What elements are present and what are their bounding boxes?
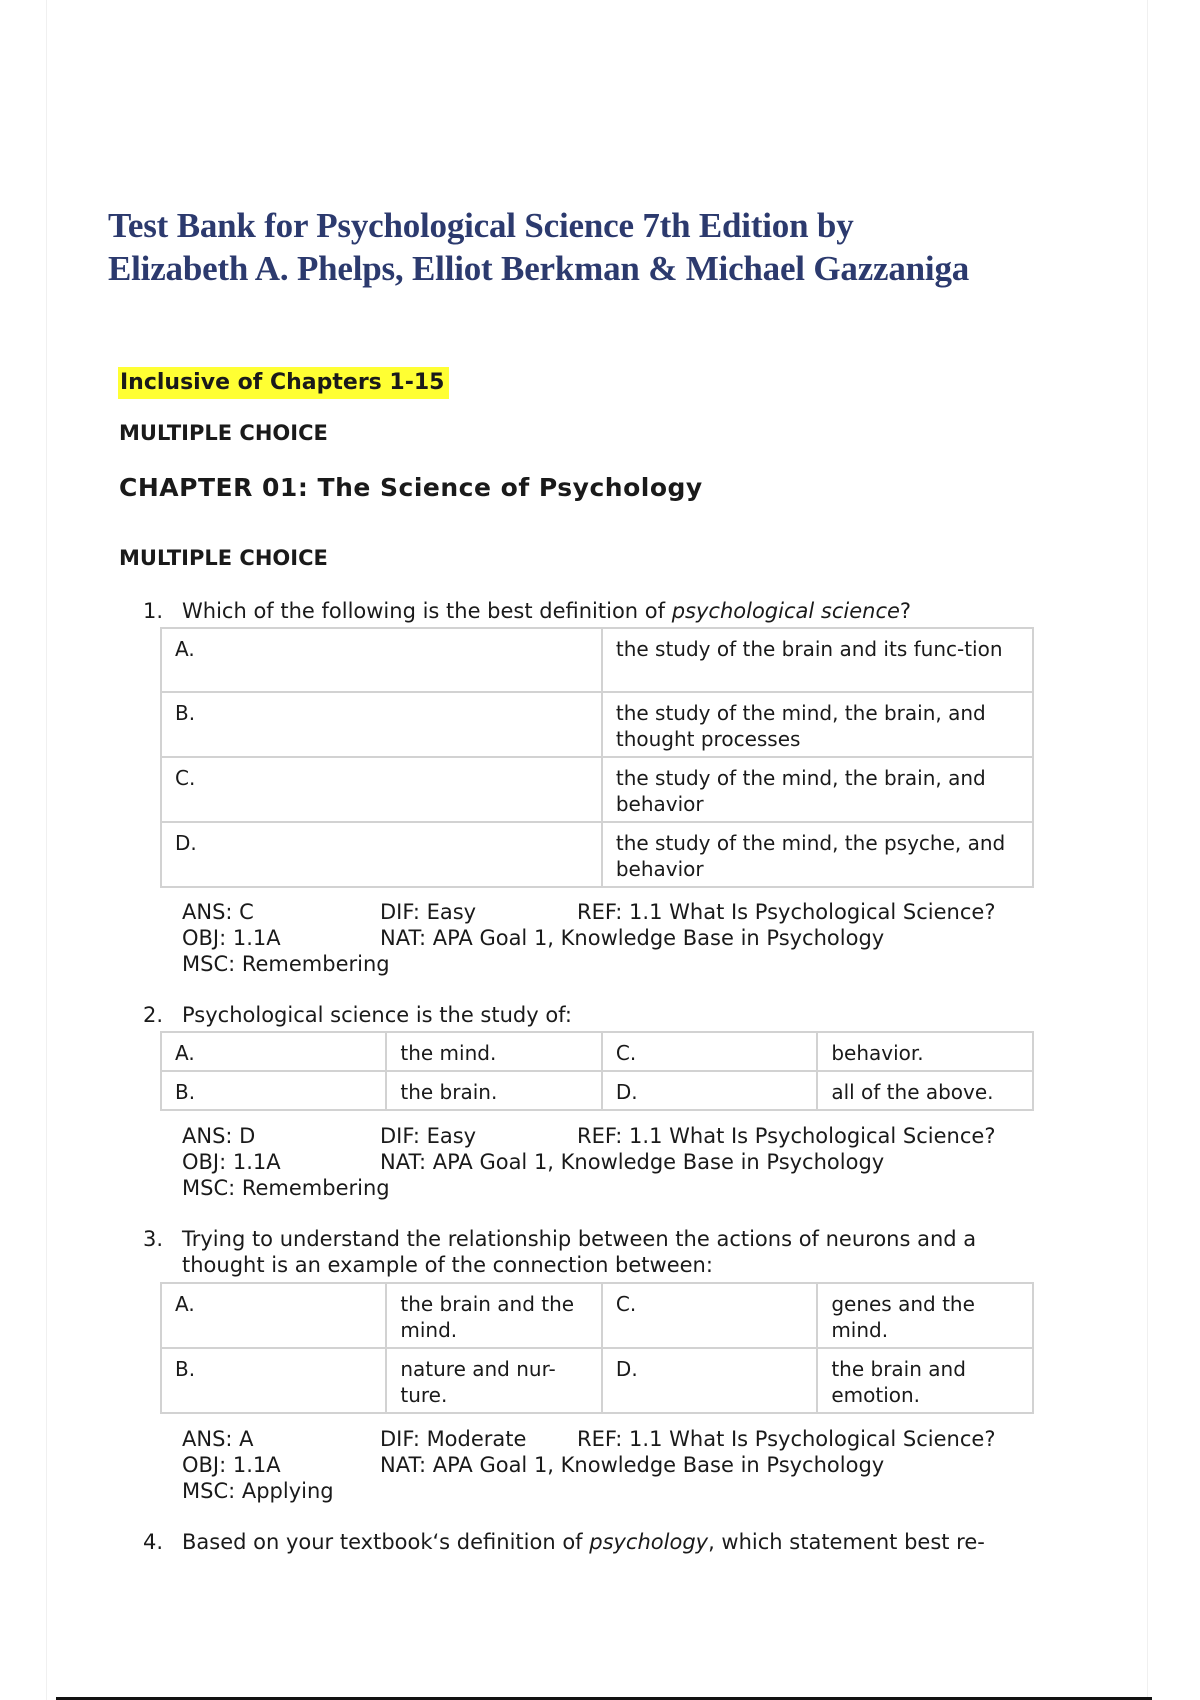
nat-label: NAT: APA Goal 1, Knowledge Base in Psychology	[380, 1150, 885, 1174]
question-number: 4.	[143, 1530, 164, 1554]
question-stem: Trying to understand the relationship between the actions of neurons and a thought is an example of the connection between:	[182, 1227, 977, 1277]
option-text: the brain and emotion.	[817, 1348, 1033, 1413]
option-letter: B.	[161, 1071, 386, 1110]
question-number: 2.	[143, 1003, 164, 1027]
msc-label: MSC: Applying	[182, 1479, 334, 1503]
objective-label: OBJ: 1.1A	[182, 1453, 281, 1477]
question-stem	[182, 598, 1023, 624]
question-stem: Psychological science is the study of:	[182, 1003, 572, 1027]
option-letter: B.	[161, 692, 602, 757]
stem-text-end: ?	[899, 599, 912, 623]
title-line-1: Test Bank for Psychological Science 7th Edition by	[108, 206, 854, 245]
question-number: 1.	[143, 599, 164, 623]
msc-label: MSC: Remembering	[182, 1176, 390, 1200]
option-text: genes and the mind.	[817, 1283, 1033, 1348]
option-text: the study of the mind, the brain, and behavior	[602, 757, 1033, 822]
answer-label: ANS: A	[182, 1427, 254, 1451]
option-text: nature and nur-ture.	[386, 1348, 602, 1413]
option-row	[161, 628, 1033, 692]
stem-text: Based on your textbook‘s definition of	[182, 1530, 590, 1554]
question-4	[143, 1529, 1023, 1555]
question-1	[143, 598, 1023, 624]
nat-label: NAT: APA Goal 1, Knowledge Base in Psychology	[380, 926, 885, 950]
option-row	[161, 822, 1033, 887]
option-text: the mind.	[386, 1032, 602, 1071]
option-text: the brain.	[386, 1071, 602, 1110]
options-table-q1	[160, 627, 1034, 888]
reference-label: REF: 1.1 What Is Psychological Science?	[577, 1124, 996, 1148]
option-letter: C.	[602, 1032, 817, 1071]
stem-text-end: , which statement best re-	[708, 1530, 985, 1554]
question-3	[143, 1226, 1023, 1278]
stem-text: Which of the following is the best definition of	[182, 599, 672, 623]
difficulty-label: DIF: Moderate	[380, 1427, 527, 1451]
objective-label: OBJ: 1.1A	[182, 1150, 281, 1174]
reference-label: REF: 1.1 What Is Psychological Science?	[577, 900, 996, 924]
option-row	[161, 1283, 1033, 1348]
option-text: the study of the brain and its func-tion	[602, 628, 1033, 692]
option-letter: A.	[161, 1283, 386, 1348]
answer-label: ANS: D	[182, 1124, 256, 1148]
chapter-heading: CHAPTER 01: The Science of Psychology	[119, 473, 703, 502]
title-line-2: Elizabeth A. Phelps, Elliot Berkman & Michael Gazzaniga	[108, 249, 970, 288]
option-row	[161, 1032, 1033, 1071]
answer-label: ANS: C	[182, 900, 254, 924]
option-row	[161, 692, 1033, 757]
option-text: the brain and the mind.	[386, 1283, 602, 1348]
answer-block-q3	[182, 1426, 1042, 1504]
options-table-q2	[160, 1031, 1034, 1111]
option-row	[161, 1348, 1033, 1413]
option-text: the study of the mind, the brain, and thought processes	[602, 692, 1033, 757]
document-title	[108, 204, 969, 290]
option-letter: D.	[602, 1348, 817, 1413]
question-stem	[182, 1529, 1023, 1555]
stem-emphasis: psychological science	[671, 599, 900, 623]
option-letter: C.	[161, 757, 602, 822]
objective-label: OBJ: 1.1A	[182, 926, 281, 950]
difficulty-label: DIF: Easy	[380, 1124, 477, 1148]
option-letter: B.	[161, 1348, 386, 1413]
option-letter: A.	[161, 628, 602, 692]
option-letter: D.	[602, 1071, 817, 1110]
difficulty-label: DIF: Easy	[380, 900, 477, 924]
nat-label: NAT: APA Goal 1, Knowledge Base in Psychology	[380, 1453, 885, 1477]
option-letter: C.	[602, 1283, 817, 1348]
reference-label: REF: 1.1 What Is Psychological Science?	[577, 1427, 996, 1451]
option-text: all of the above.	[817, 1071, 1033, 1110]
option-row	[161, 1071, 1033, 1110]
option-text: the study of the mind, the psyche, and behavior	[602, 822, 1033, 887]
option-letter: D.	[161, 822, 602, 887]
option-row	[161, 757, 1033, 822]
option-letter: A.	[161, 1032, 386, 1071]
section-heading-top: MULTIPLE CHOICE	[119, 421, 328, 445]
section-heading: MULTIPLE CHOICE	[119, 546, 328, 570]
options-table-q3	[160, 1282, 1034, 1414]
answer-block-q2	[182, 1123, 1042, 1201]
highlighted-note: Inclusive of Chapters 1-15	[118, 367, 449, 399]
question-number: 3.	[143, 1227, 164, 1251]
msc-label: MSC: Remembering	[182, 952, 390, 976]
option-text: behavior.	[817, 1032, 1033, 1071]
stem-emphasis: psychology	[589, 1530, 709, 1554]
question-2	[143, 1002, 1023, 1028]
answer-block-q1	[182, 899, 1042, 977]
